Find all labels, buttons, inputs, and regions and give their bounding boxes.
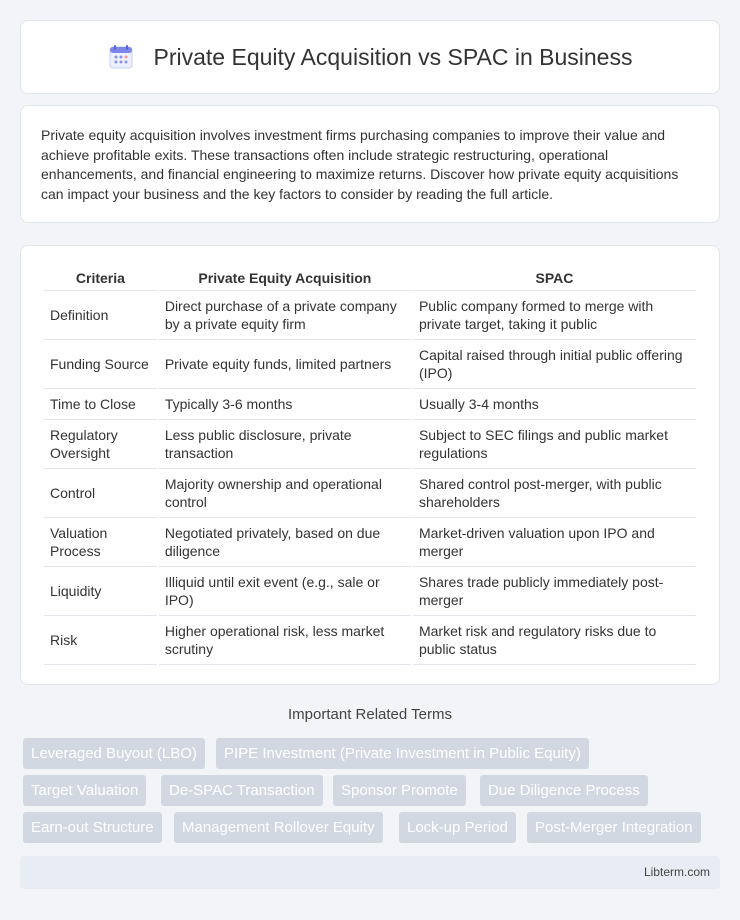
calendar-grid-icon (108, 44, 134, 70)
table-row (44, 469, 696, 518)
term-tag-due-diligence[interactable]: Due Diligence Process (480, 775, 648, 806)
table-row (44, 567, 696, 616)
term-tag-pipe[interactable]: PIPE Investment (Private Investment in Public Equity) (216, 738, 589, 769)
row-spac: Shared control post-merger, with public shareholders (413, 469, 696, 518)
related-terms-title: Important Related Terms (288, 706, 452, 723)
row-criteria: Valuation Process (44, 518, 157, 567)
column-header-criteria: Criteria (44, 266, 157, 291)
comparison-card (20, 245, 720, 685)
row-criteria: Risk (44, 616, 157, 665)
table-row (44, 420, 696, 469)
term-tag-sponsor-promote[interactable]: Sponsor Promote (333, 775, 466, 806)
row-private-equity: Typically 3-6 months (159, 389, 411, 420)
row-criteria: Time to Close (44, 389, 157, 420)
term-tag-management-rollover[interactable]: Management Rollover Equity (174, 812, 383, 843)
table-row (44, 340, 696, 389)
table-header-row (44, 266, 696, 291)
row-private-equity: Illiquid until exit event (e.g., sale or IPO) (159, 567, 411, 616)
footer-site-link[interactable]: Libterm.com (643, 865, 710, 879)
row-private-equity: Higher operational risk, less market scrutiny (159, 616, 411, 665)
term-tag-lock-up[interactable]: Lock-up Period (399, 812, 516, 843)
table-row (44, 389, 696, 420)
term-tag-de-spac[interactable]: De-SPAC Transaction (161, 775, 323, 806)
row-criteria: Control (44, 469, 157, 518)
intro-text: Private equity acquisition involves investment firms purchasing companies to improve their value and achieve profitable exits. These transactions often include strategic restructuring, operational enhancements, and financial engineering to maximize returns. Discover how private equity acquisitions can impact your business and the key factors to consider by reading the full article. (41, 127, 679, 202)
row-criteria: Funding Source (44, 340, 157, 389)
row-spac: Subject to SEC filings and public market regulations (413, 420, 696, 469)
term-tag-lbo[interactable]: Leveraged Buyout (LBO) (23, 738, 205, 769)
term-tag-earn-out[interactable]: Earn-out Structure (23, 812, 162, 843)
row-spac: Market-driven valuation upon IPO and merger (413, 518, 696, 567)
intro-card (20, 105, 720, 223)
row-private-equity: Majority ownership and operational control (159, 469, 411, 518)
table-row (44, 616, 696, 665)
row-private-equity: Less public disclosure, private transaction (159, 420, 411, 469)
row-spac: Shares trade publicly immediately post-merger (413, 567, 696, 616)
table-row (44, 518, 696, 567)
row-private-equity: Negotiated privately, based on due diligence (159, 518, 411, 567)
comparison-table (42, 266, 698, 665)
row-criteria: Regulatory Oversight (44, 420, 157, 469)
table-row (44, 291, 696, 340)
term-tag-post-merger[interactable]: Post-Merger Integration (527, 812, 701, 843)
row-criteria: Liquidity (44, 567, 157, 616)
row-spac: Public company formed to merge with private target, taking it public (413, 291, 696, 340)
header-card (20, 20, 720, 94)
row-spac: Usually 3-4 months (413, 389, 696, 420)
column-header-spac: SPAC (413, 266, 696, 291)
row-private-equity: Private equity funds, limited partners (159, 340, 411, 389)
term-tag-target-valuation[interactable]: Target Valuation (23, 775, 146, 806)
row-private-equity: Direct purchase of a private company by a private equity firm (159, 291, 411, 340)
row-criteria: Definition (44, 291, 157, 340)
row-spac: Capital raised through initial public offering (IPO) (413, 340, 696, 389)
page-title: Private Equity Acquisition vs SPAC in Business (153, 43, 633, 70)
row-spac: Market risk and regulatory risks due to public status (413, 616, 696, 665)
column-header-private-equity: Private Equity Acquisition (159, 266, 411, 291)
footer (20, 856, 720, 889)
